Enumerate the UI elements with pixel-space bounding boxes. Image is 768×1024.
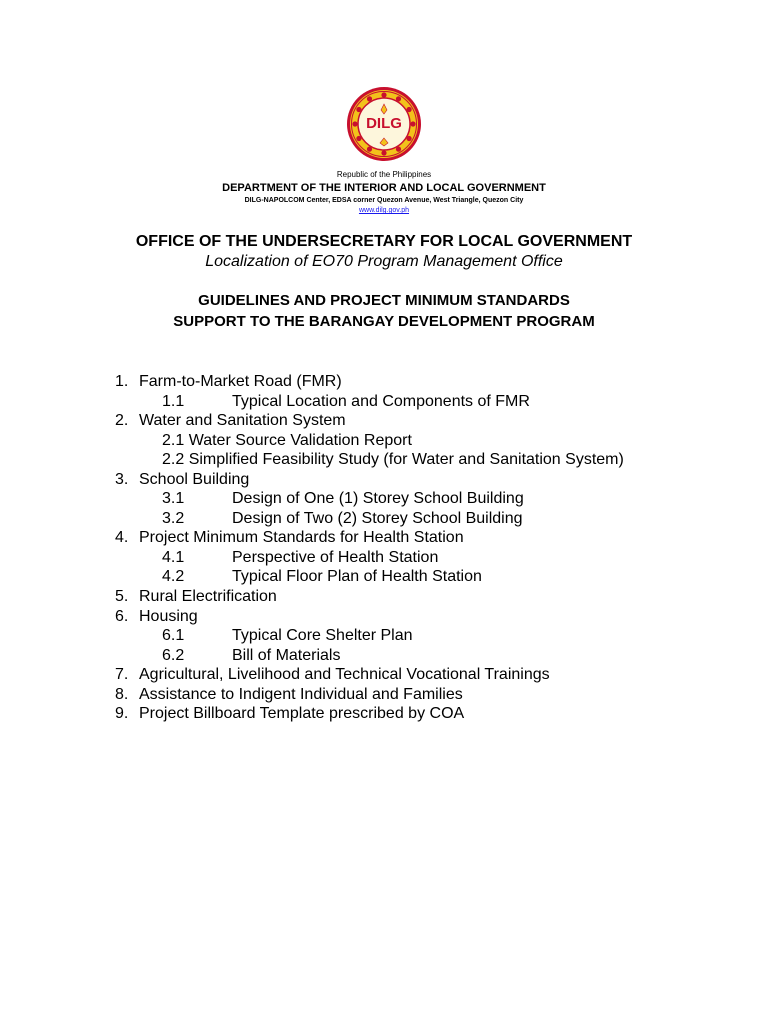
item-number: 2. (115, 412, 129, 430)
item-number: 7. (115, 666, 129, 684)
sub-list-item (0, 489, 768, 509)
item-number: 1. (115, 373, 129, 390)
sub-list-item (0, 509, 768, 529)
list-item (0, 528, 768, 548)
item-text: Agricultural, Livelihood and Technical Vocational Trainings (139, 666, 550, 684)
sub-list-item (0, 392, 768, 412)
sub-item-number: 3.2 (162, 509, 185, 527)
sub-item-text: Typical Floor Plan of Health Station (232, 568, 482, 586)
guidelines-title-line1: GUIDELINES AND PROJECT MINIMUM STANDARDS (198, 292, 570, 309)
sub-item-text: Design of One (1) Storey School Building (232, 490, 524, 508)
sub-item-text: Design of Two (2) Storey School Building (232, 509, 523, 527)
sub-item-number: 4.1 (162, 548, 185, 566)
logo-text: DILG (366, 115, 402, 132)
sub-list-item (0, 626, 768, 646)
item-text: Project Billboard Template prescribed by COA (139, 705, 465, 723)
list-item (0, 607, 768, 627)
office-address: DILG-NAPOLCOM Center, EDSA corner Quezon Avenue, West Triangle, Quezon City (244, 197, 524, 204)
sub-item-text: Perspective of Health Station (232, 548, 439, 566)
sub-list-item (0, 431, 768, 451)
item-number: 4. (115, 529, 129, 547)
sub-list-item (0, 567, 768, 587)
list-item (0, 587, 768, 607)
sub-item-number: 6.1 (162, 627, 185, 645)
department-name: DEPARTMENT OF THE INTERIOR AND LOCAL GOVERNMENT (222, 182, 546, 194)
sub-item-text: Bill of Materials (232, 646, 341, 664)
guidelines-title-line2: SUPPORT TO THE BARANGAY DEVELOPMENT PROGRAM (173, 313, 595, 330)
list-item (0, 685, 768, 705)
sub-list-item (0, 548, 768, 568)
sub-list-item (0, 450, 768, 470)
sub-item-text: Typical Core Shelter Plan (232, 627, 413, 645)
list-item (0, 411, 768, 431)
office-subtitle: Localization of EO70 Program Management Office (205, 253, 563, 270)
sub-item-number: 4.2 (162, 568, 185, 586)
item-number: 8. (115, 685, 129, 703)
list-item (0, 372, 768, 392)
list-item (0, 704, 768, 724)
item-number: 6. (115, 607, 129, 625)
sub-item-text: Typical Location and Components of FMR (232, 392, 530, 410)
website-link[interactable]: www.dilg.gov.ph (358, 207, 410, 214)
republic-line: Republic of the Philippines (336, 170, 432, 179)
item-number: 5. (115, 588, 129, 606)
item-text: School Building (139, 470, 250, 488)
office-title: OFFICE OF THE UNDERSECRETARY FOR LOCAL GOVERNMENT (135, 233, 633, 250)
sub-list-item (0, 646, 768, 666)
item-text: Project Minimum Standards for Health Station (139, 529, 464, 547)
list-item (0, 665, 768, 685)
list-item (0, 470, 768, 490)
dilg-seal-logo (346, 86, 422, 162)
sub-item-text: 2.1 Water Source Validation Report (162, 431, 412, 449)
item-text: Housing (139, 607, 198, 625)
item-number: 3. (115, 470, 129, 488)
item-text: Assistance to Indigent Individual and Families (139, 685, 463, 703)
item-text: Farm-to-Market Road (FMR) (139, 373, 342, 390)
contents-list (0, 372, 768, 724)
item-text: Rural Electrification (139, 588, 277, 606)
sub-item-number: 1.1 (162, 392, 185, 410)
sub-item-number: 3.1 (162, 490, 185, 508)
sub-item-number: 6.2 (162, 646, 185, 664)
item-text: Water and Sanitation System (139, 412, 346, 430)
item-number: 9. (115, 705, 129, 723)
sub-item-text: 2.2 Simplified Feasibility Study (for Water and Sanitation System) (162, 451, 624, 469)
